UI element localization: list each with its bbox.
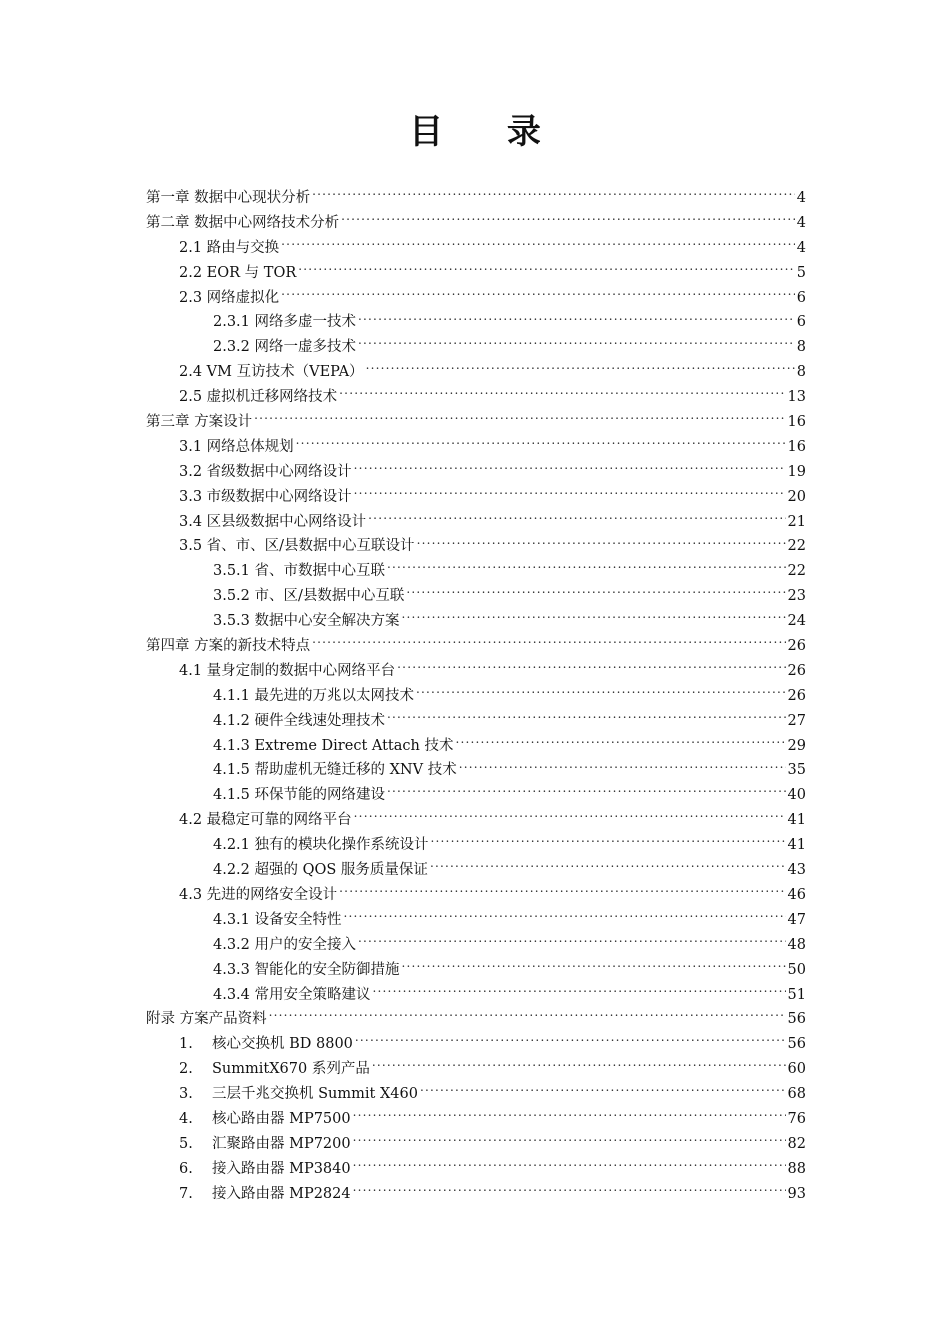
dot-leader: [416, 685, 786, 700]
dot-leader: [341, 212, 795, 227]
toc-entry-label: 核心路由器 MP7500: [212, 1110, 351, 1127]
toc-entry-label: 4.3.1 设备安全特性: [213, 911, 342, 928]
dot-leader: [353, 1183, 786, 1198]
toc-entry-page-number: 40: [787, 787, 806, 804]
toc-entry[interactable]: [146, 410, 806, 435]
toc-entry-page-number: 26: [787, 687, 806, 704]
dot-leader: [281, 287, 795, 302]
toc-entry-number: 6.: [179, 1160, 193, 1177]
toc-entry-label: 4.1 量身定制的数据中心网络平台: [179, 662, 396, 679]
dot-leader: [353, 1108, 786, 1123]
toc-entry-label: 3.5.3 数据中心安全解决方案: [213, 613, 400, 630]
toc-entry[interactable]: [146, 983, 806, 1008]
toc-entry-page-number: 51: [787, 986, 806, 1003]
toc-entry-label: 第三章 方案设计: [146, 414, 253, 431]
toc-entry-page-number: 8: [796, 339, 806, 356]
toc-entry-label: 接入路由器 MP2824: [212, 1185, 351, 1202]
dot-leader: [402, 959, 786, 974]
dot-leader: [355, 1034, 786, 1049]
dot-leader: [354, 486, 786, 501]
toc-entry[interactable]: [146, 584, 806, 609]
toc-entry-label: 3.5 省、市、区/县数据中心互联设计: [179, 538, 415, 555]
toc-entry[interactable]: [146, 435, 806, 460]
toc-entry[interactable]: [146, 634, 806, 659]
dot-leader: [353, 1158, 786, 1173]
toc-entry-page-number: 35: [787, 762, 806, 779]
dot-leader: [358, 934, 786, 949]
toc-entry-page-number: 13: [787, 389, 806, 406]
toc-entry[interactable]: [146, 933, 806, 958]
toc-entry-page-number: 22: [787, 538, 806, 555]
dot-leader: [254, 412, 785, 427]
toc-entry-page-number: 93: [787, 1185, 806, 1202]
toc-entry[interactable]: [146, 734, 806, 759]
toc-entry-label: 附录 方案产品资料: [146, 1011, 267, 1028]
table-of-contents: [146, 186, 806, 1207]
toc-entry-label: 第四章 方案的新技术特点: [146, 638, 311, 655]
dot-leader: [281, 237, 795, 252]
toc-entry[interactable]: [146, 1007, 806, 1032]
dot-leader: [430, 860, 786, 875]
toc-entry-label: 2.3 网络虚拟化: [179, 289, 280, 306]
dot-leader: [373, 984, 786, 999]
toc-entry-label: SummitX670 系列产品: [212, 1061, 370, 1078]
toc-entry-page-number: 56: [787, 1036, 806, 1053]
dot-leader: [269, 1009, 786, 1024]
toc-entry-page-number: 21: [787, 513, 806, 530]
toc-entry-page-number: 82: [787, 1135, 806, 1152]
toc-entry-label: 2.2 EOR 与 TOR: [179, 264, 297, 281]
toc-entry-page-number: 76: [787, 1110, 806, 1127]
toc-entry-label: 4.1.2 硬件全线速处理技术: [213, 712, 386, 729]
toc-entry-label: 接入路由器 MP3840: [212, 1160, 351, 1177]
dot-leader: [312, 636, 785, 651]
toc-entry[interactable]: [146, 758, 806, 783]
toc-entry-label: 三层千兆交换机 Summit X460: [212, 1086, 418, 1103]
toc-entry[interactable]: [146, 609, 806, 634]
toc-entry[interactable]: [146, 236, 806, 261]
toc-entry-label: 2.3.1 网络多虚一技术: [213, 314, 357, 331]
toc-entry-page-number: 88: [787, 1160, 806, 1177]
dot-leader: [366, 362, 795, 377]
toc-entry[interactable]: [146, 709, 806, 734]
toc-entry-page-number: 20: [787, 488, 806, 505]
toc-entry-label: 3.4 区县级数据中心网络设计: [179, 513, 367, 530]
dot-leader: [358, 337, 795, 352]
toc-entry-page-number: 22: [787, 563, 806, 580]
toc-entry-page-number: 26: [787, 638, 806, 655]
toc-entry[interactable]: [146, 1157, 806, 1182]
dot-leader: [431, 835, 786, 850]
toc-entry-page-number: 27: [787, 712, 806, 729]
toc-entry[interactable]: [146, 559, 806, 584]
toc-entry[interactable]: [146, 261, 806, 286]
dot-leader: [420, 1084, 786, 1099]
toc-entry-label: 4.3.3 智能化的安全防御措施: [213, 961, 400, 978]
toc-entry-page-number: 60: [787, 1061, 806, 1078]
dot-leader: [339, 387, 785, 402]
toc-entry-page-number: 8: [796, 364, 806, 381]
dot-leader: [296, 436, 786, 451]
toc-entry-label: 4.3.2 用户的安全接入: [213, 936, 357, 953]
toc-entry-page-number: 68: [787, 1086, 806, 1103]
toc-entry[interactable]: [146, 684, 806, 709]
toc-entry-page-number: 16: [787, 414, 806, 431]
toc-entry-page-number: 46: [787, 886, 806, 903]
toc-entry-label: 2.5 虚拟机迁移网络技术: [179, 389, 338, 406]
toc-title: 目 录: [409, 112, 567, 152]
toc-entry-page-number: 23: [787, 588, 806, 605]
dot-leader: [387, 710, 786, 725]
toc-entry[interactable]: [146, 1107, 806, 1132]
dot-leader: [344, 909, 786, 924]
dot-leader: [387, 785, 786, 800]
dot-leader: [353, 1133, 786, 1148]
toc-entry[interactable]: [146, 485, 806, 510]
dot-leader: [298, 262, 795, 277]
dot-leader: [339, 884, 785, 899]
toc-entry[interactable]: [146, 1032, 806, 1057]
dot-leader: [459, 760, 786, 775]
toc-entry-number: 7.: [179, 1185, 193, 1202]
toc-entry-number: 2.: [179, 1061, 193, 1078]
dot-leader: [455, 735, 785, 750]
toc-entry[interactable]: [146, 335, 806, 360]
toc-entry-label: 3.2 省级数据中心网络设计: [179, 463, 352, 480]
toc-entry-number: 4.: [179, 1110, 193, 1127]
toc-entry-page-number: 5: [796, 264, 806, 281]
toc-entry-label: 4.3 先进的网络安全设计: [179, 886, 338, 903]
toc-entry-page-number: 29: [787, 737, 806, 754]
toc-entry-page-number: 26: [787, 662, 806, 679]
toc-entry-label: 3.3 市级数据中心网络设计: [179, 488, 352, 505]
toc-entry-label: 3.5.1 省、市数据中心互联: [213, 563, 386, 580]
toc-entry-number: 3.: [179, 1086, 193, 1103]
toc-entry-label: 4.2.1 独有的模块化操作系统设计: [213, 837, 429, 854]
toc-entry[interactable]: [146, 186, 806, 211]
toc-entry[interactable]: [146, 360, 806, 385]
dot-leader: [417, 536, 786, 551]
toc-entry-label: 核心交换机 BD 8800: [212, 1036, 353, 1053]
toc-entry[interactable]: [146, 659, 806, 684]
toc-entry-label: 2.3.2 网络一虚多技术: [213, 339, 357, 356]
toc-entry-label: 4.2.2 超强的 QOS 服务质量保证: [213, 862, 428, 879]
dot-leader: [402, 611, 786, 626]
dot-leader: [354, 461, 786, 476]
toc-entry[interactable]: [146, 460, 806, 485]
toc-entry-page-number: 6: [796, 289, 806, 306]
toc-entry[interactable]: [146, 908, 806, 933]
toc-entry[interactable]: [146, 958, 806, 983]
dot-leader: [354, 810, 786, 825]
toc-entry-label: 2.1 路由与交换: [179, 239, 280, 256]
toc-entry-page-number: 41: [787, 837, 806, 854]
toc-entry-number: 5.: [179, 1135, 193, 1152]
toc-entry[interactable]: [146, 385, 806, 410]
toc-entry[interactable]: [146, 1182, 806, 1207]
toc-entry-label: 2.4 VM 互访技术（VEPA）: [179, 364, 364, 381]
toc-entry-page-number: 4: [796, 190, 806, 206]
toc-entry-page-number: 24: [787, 613, 806, 630]
toc-entry-page-number: 4: [796, 214, 806, 231]
toc-entry-page-number: 41: [787, 812, 806, 829]
dot-leader: [312, 188, 795, 203]
toc-entry-page-number: 4: [796, 239, 806, 256]
toc-entry-page-number: 56: [787, 1011, 806, 1028]
toc-entry-label: 4.1.3 Extreme Direct Attach 技术: [213, 737, 454, 754]
toc-entry-page-number: 50: [787, 961, 806, 978]
toc-entry-page-number: 16: [787, 438, 806, 455]
toc-entry[interactable]: [146, 858, 806, 883]
toc-entry[interactable]: [146, 808, 806, 833]
toc-entry[interactable]: [146, 833, 806, 858]
toc-entry-page-number: 19: [787, 463, 806, 480]
toc-entry-label: 3.5.2 市、区/县数据中心互联: [213, 588, 405, 605]
toc-entry[interactable]: [146, 310, 806, 335]
toc-entry-label: 汇聚路由器 MP7200: [212, 1135, 351, 1152]
toc-entry-page-number: 43: [787, 862, 806, 879]
toc-entry-page-number: 48: [787, 936, 806, 953]
toc-entry[interactable]: [146, 1057, 806, 1082]
toc-entry[interactable]: [146, 1082, 806, 1107]
toc-entry-label: 第二章 数据中心网络技术分析: [146, 214, 340, 231]
toc-entry-label: 4.1.5 帮助虚机无缝迁移的 XNV 技术: [213, 762, 457, 779]
dot-leader: [372, 1059, 786, 1074]
toc-entry[interactable]: [146, 286, 806, 311]
toc-entry[interactable]: [146, 883, 806, 908]
toc-entry-page-number: 47: [787, 911, 806, 928]
dot-leader: [387, 561, 786, 576]
dot-leader: [368, 511, 785, 526]
dot-leader: [397, 660, 785, 675]
toc-entry[interactable]: [146, 534, 806, 559]
toc-entry-label: 第一章 数据中心现状分析: [146, 190, 311, 206]
toc-entry-page-number: 6: [796, 314, 806, 331]
toc-entry[interactable]: [146, 1132, 806, 1157]
toc-entry-label: 4.2 最稳定可靠的网络平台: [179, 812, 352, 829]
dot-leader: [358, 312, 795, 327]
toc-entry-number: 1.: [179, 1036, 193, 1053]
toc-entry-label: 4.3.4 常用安全策略建议: [213, 986, 371, 1003]
toc-entry-label: 4.1.5 环保节能的网络建设: [213, 787, 386, 804]
toc-entry[interactable]: [146, 510, 806, 535]
toc-entry-label: 4.1.1 最先进的万兆以太网技术: [213, 687, 415, 704]
dot-leader: [406, 586, 785, 601]
toc-entry[interactable]: [146, 211, 806, 236]
toc-entry-label: 3.1 网络总体规划: [179, 438, 294, 455]
toc-entry[interactable]: [146, 783, 806, 808]
